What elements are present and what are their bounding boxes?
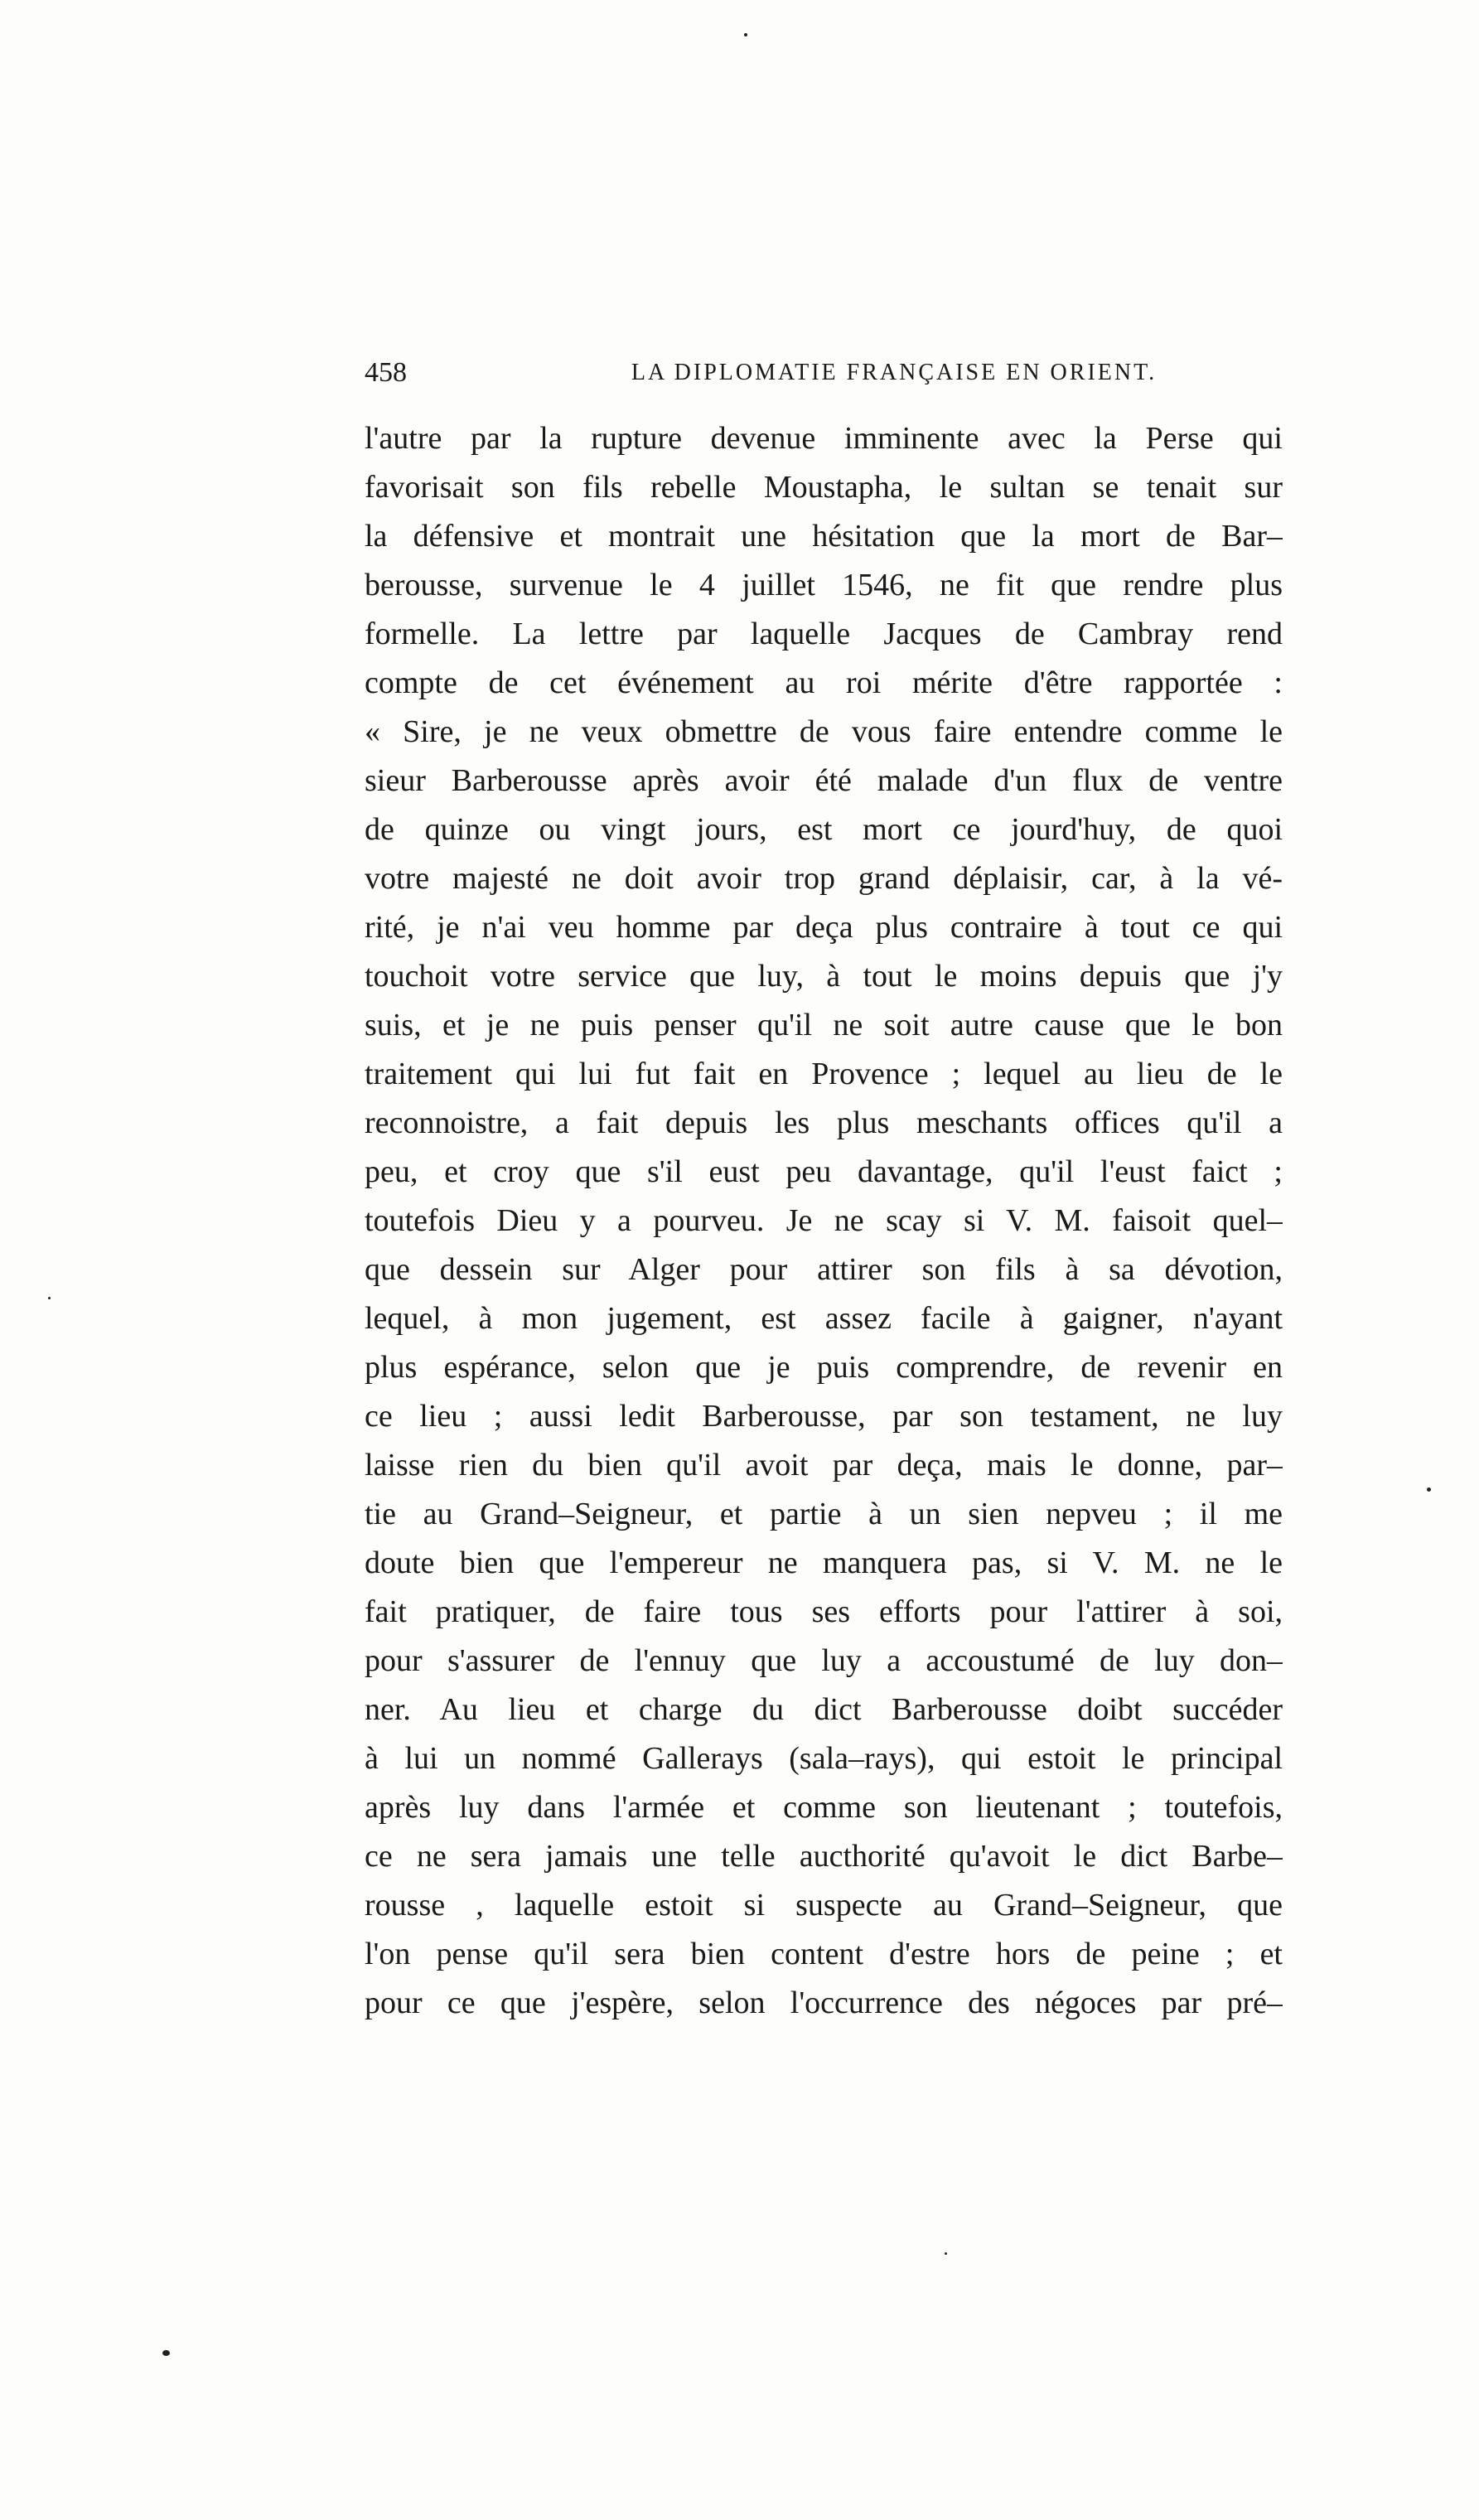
text-line: l'autre par la rupture devenue imminente avec la Perse qui: [365, 421, 1283, 456]
text-line: favorisait son fils rebelle Moustapha, le sultan se tenait sur: [365, 470, 1283, 505]
text-line: ner. Au lieu et charge du dict Barberousse doibt succéder: [365, 1692, 1283, 1727]
text-line: berousse, survenue le 4 juillet 1546, ne fit que rendre plus: [365, 568, 1283, 602]
scan-speck: [945, 2252, 947, 2255]
text-line: doute bien que l'empereur ne manquera pas, si V. M. ne le: [365, 1545, 1283, 1580]
text-line: rité, je n'ai veu homme par deça plus contraire à tout ce qui: [365, 910, 1283, 945]
text-line: à lui un nommé Gallerays (sala–rays), qui estoit le principal: [365, 1741, 1283, 1776]
text-line: votre majesté ne doit avoir trop grand déplaisir, car, à la vé-: [365, 861, 1283, 896]
text-line: l'on pense qu'il sera bien content d'estre hors de peine ; et: [365, 1937, 1283, 1971]
text-line: pour s'assurer de l'ennuy que luy a accoustumé de luy don–: [365, 1643, 1283, 1678]
text-line: lequel, à mon jugement, est assez facile à gaigner, n'ayant: [365, 1301, 1283, 1336]
text-line: laisse rien du bien qu'il avoit par deça, mais le donne, par–: [365, 1448, 1283, 1482]
text-line: fait pratiquer, de faire tous ses efforts pour l'attirer à soi,: [365, 1594, 1283, 1629]
text-line: pour ce que j'espère, selon l'occurrence des négoces par pré–: [365, 1986, 1283, 2020]
text-line: compte de cet événement au roi mérite d'être rapportée :: [365, 665, 1283, 700]
text-line: après luy dans l'armée et comme son lieutenant ; toutefois,: [365, 1790, 1283, 1825]
text-line: tie au Grand–Seigneur, et partie à un sien nepveu ; il me: [365, 1497, 1283, 1531]
text-line: ce ne sera jamais une telle aucthorité qu'avoit le dict Barbe–: [365, 1839, 1283, 1874]
text-line: traitement qui lui fut fait en Provence ; lequel au lieu de le: [365, 1057, 1283, 1091]
scan-speck: [1427, 1487, 1431, 1492]
scan-speck: [162, 2350, 170, 2356]
text-line: toutefois Dieu y a pourveu. Je ne scay si V. M. faisoit quel–: [365, 1203, 1283, 1238]
scan-speck: [744, 33, 747, 36]
running-head: LA DIPLOMATIE FRANÇAISE EN ORIENT.: [631, 360, 1158, 385]
text-line: sieur Barberousse après avoir été malade d'un flux de ventre: [365, 763, 1283, 798]
scan-speck: [48, 1297, 51, 1299]
text-line: la défensive et montrait une hésitation que la mort de Bar–: [365, 519, 1283, 554]
text-line: ce lieu ; aussi ledit Barberousse, par son testament, ne luy: [365, 1399, 1283, 1434]
text-line: touchoit votre service que luy, à tout le moins depuis que j'y: [365, 959, 1283, 994]
text-line: que dessein sur Alger pour attirer son fils à sa dévotion,: [365, 1252, 1283, 1287]
text-line: reconnoistre, a fait depuis les plus meschants offices qu'il a: [365, 1105, 1283, 1140]
text-line: peu, et croy que s'il eust peu davantage, qu'il l'eust faict ;: [365, 1154, 1283, 1189]
text-line: plus espérance, selon que je puis comprendre, de revenir en: [365, 1350, 1283, 1385]
text-line: rousse , laquelle estoit si suspecte au Grand–Seigneur, que: [365, 1888, 1283, 1923]
page-header: [365, 348, 1283, 398]
page-number: 458: [365, 357, 407, 388]
text-line: formelle. La lettre par laquelle Jacques de Cambray rend: [365, 617, 1283, 651]
body-text: [365, 414, 1283, 2028]
text-line: de quinze ou vingt jours, est mort ce jourd'huy, de quoi: [365, 812, 1283, 847]
text-line: « Sire, je ne veux obmettre de vous faire entendre comme le: [365, 714, 1283, 749]
text-line: suis, et je ne puis penser qu'il ne soit autre cause que le bon: [365, 1008, 1283, 1042]
